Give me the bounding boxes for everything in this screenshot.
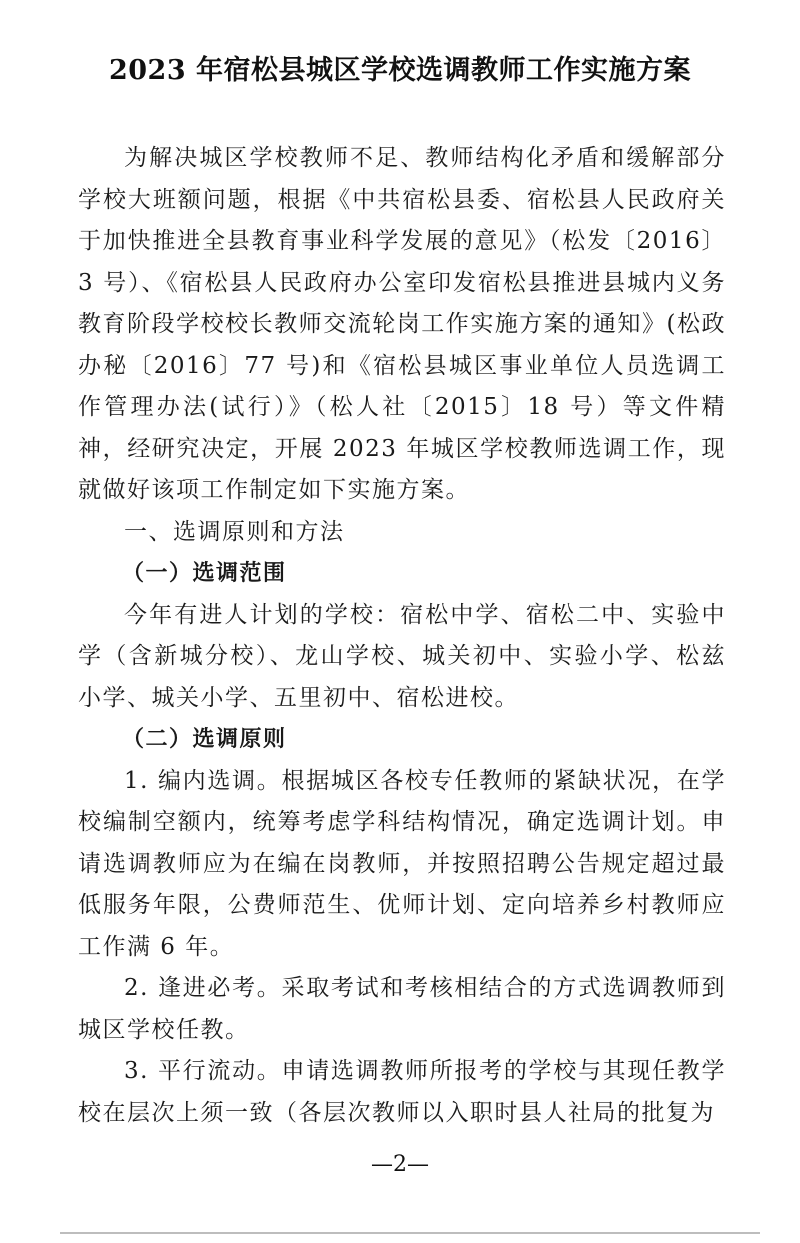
- section-heading-principles: 一、选调原则和方法: [124, 518, 345, 545]
- document-title: 2023 年宿松县城区学校选调教师工作实施方案: [108, 55, 692, 86]
- scope-paragraph: 今年有进人计划的学校：宿松中学、宿松二中、实验中学（含新城分校）、龙山学校、城关初中、实验小学、松兹小学、城关小学、五里初中、宿松进校。: [78, 601, 726, 711]
- principle-1-paragraph: 1. 编内选调。根据城区各校专任教师的紧缺状况，在学校编制空额内，统筹考虑学科结构情况，确定选调计划。申请选调教师应为在编在岗教师，并按照招聘公告规定超过最低服务年限，公费师范生、优师计划、定向培养乡村教师应工作满 6 年。: [78, 767, 726, 960]
- page-bottom-edge: [60, 1232, 760, 1234]
- page-number: —2—: [371, 1152, 429, 1177]
- intro-paragraph: 为解决城区学校教师不足、教师结构化矛盾和缓解部分学校大班额问题，根据《中共宿松县委、宿松县人民政府关于加快推进全县教育事业科学发展的意见》（松发〔2016〕3 号）、《宿松县人民政府办公室印发宿松县推进县城内义务教育阶段学校校长教师交流轮岗工作实施方案的通知》(松政办秘〔2016〕77 号)和《宿松县城区事业单位人员选调工作管理办法(试行）》（松人社〔2015〕18 号）等文件精神，经研究决定，开展 2023 年城区学校教师选调工作，现就做好该项工作制定如下实施方案。: [78, 145, 726, 503]
- principle-2-paragraph: 2. 逢进必考。采取考试和考核相结合的方式选调教师到城区学校任教。: [78, 975, 726, 1043]
- document-body: [78, 138, 726, 1134]
- subsection-heading-principles: （二）选调原则: [122, 727, 287, 752]
- principle-3-paragraph: 3. 平行流动。申请选调教师所报考的学校与其现任教学校在层次上须一致（各层次教师以入职时县人社局的批复为: [78, 1058, 726, 1126]
- subsection-heading-scope: （一）选调范围: [122, 561, 287, 586]
